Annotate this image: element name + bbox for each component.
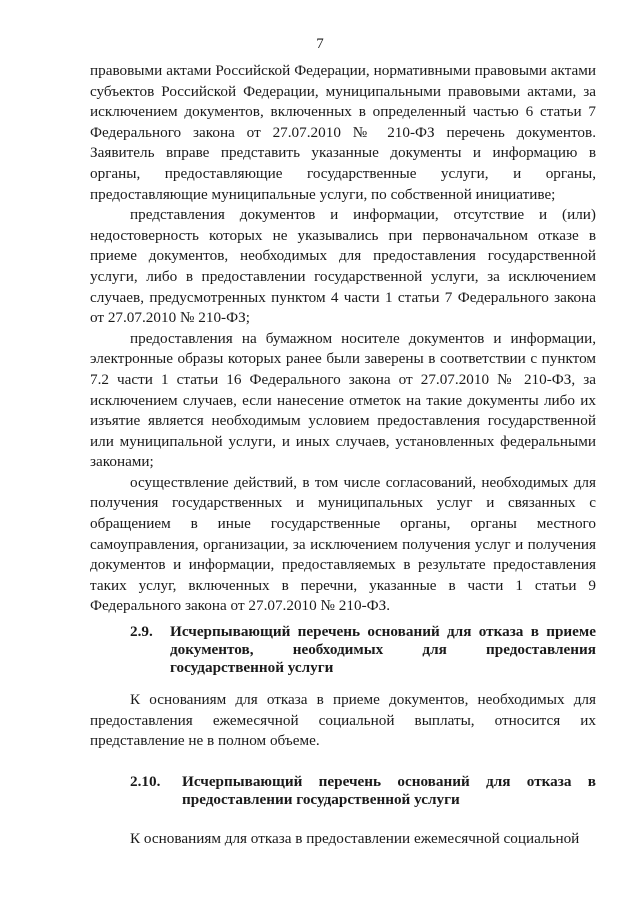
top-text-block xyxy=(90,61,596,617)
section-2-10-heading xyxy=(130,773,596,813)
section-2-10-body xyxy=(90,829,596,850)
page-number: 7 xyxy=(316,36,324,52)
section-2-9-heading xyxy=(130,623,596,679)
paragraph: осуществление действий, в том числе согласований, необходимых для получения государственных и муниципальных услуг и связанных с обращением в иные государственные органы, органы местного самоуправления, организации, за исключением получения услуг и получения документов и информации, предоставляемых в результате предоставления таких услуг, включенных в перечни, указанные в части 1 статьи 9 Федерального закона от 27.07.2010 № 210-ФЗ. xyxy=(90,473,596,615)
section-title: Исчерпывающий перечень оснований для отказа в приеме документов, необходимых для предоставления государственной услуги xyxy=(170,623,596,676)
paragraph: предоставления на бумажном носителе документов и информации, электронные образы которых ранее были заверены в соответствии с пунктом 7.2 части 1 статьи 16 Федерального закона от 27.07.2010 № 210-ФЗ, за исключением случаев, если нанесение отметок на такие документы либо их изъятие является необходимым условием предоставления государственной или муниципальной услуги, и иных случаев, установленных федеральными законами; xyxy=(90,329,596,471)
section-number: 2.9. xyxy=(130,623,153,640)
section-title: Исчерпывающий перечень оснований для отказа в предоставлении государственной услуги xyxy=(182,773,596,808)
section-2-9-body xyxy=(90,690,596,752)
paragraph-continuation: правовыми актами Российской Федерации, нормативными правовыми актами субъектов Российской Федерации, муниципальными правовыми актами, за исключением документов, включенных в определенный частью 6 статьи 7 Федерального закона от 27.07.2010 № 210-ФЗ перечень документов. Заявитель вправе представить указанные документы и информацию в органы, предоставляющие государственные услуги, и органы, предоставляющие муниципальные услуги, по собственной инициативе; xyxy=(90,62,596,203)
section-number: 2.10. xyxy=(130,773,161,790)
paragraph: К основаниям для отказа в приеме документов, необходимых для предоставления ежемесячной социальной выплаты, относится их представление не в полном объеме. xyxy=(90,691,596,750)
paragraph: представления документов и информации, отсутствие и (или) недостоверность которых не указывались при первоначальном отказе в приеме документов, необходимых для предоставления государственной услуги, либо в предоставлении государственной услуги, за исключением случаев, предусмотренных пунктом 4 части 1 статьи 7 Федерального закона от 27.07.2010 № 210-ФЗ; xyxy=(90,206,596,327)
paragraph: К основаниям для отказа в предоставлении ежемесячной социальной xyxy=(130,830,580,847)
